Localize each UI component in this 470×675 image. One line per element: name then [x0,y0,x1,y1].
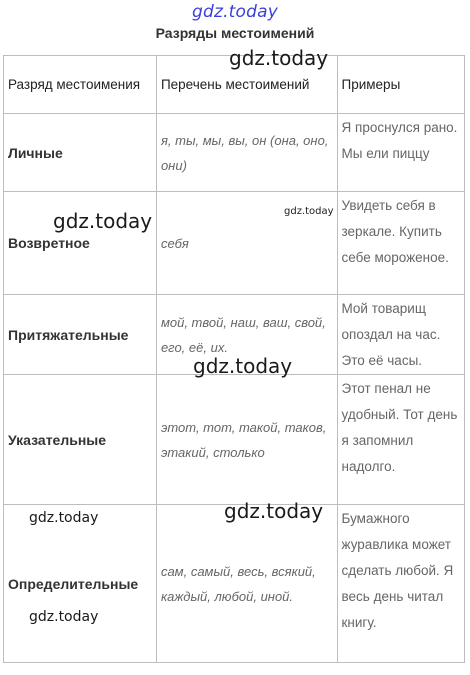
pronouns-cell: мой, твой, наш, ваш, свой, его, её, их. [156,295,337,375]
watermark: gdz.today [193,354,293,378]
category-cell: Указательные [4,375,157,505]
examples-cell: Мой товарищ опоздал на час. Это её часы. [337,295,464,375]
examples-cell: Этот пенал не удобный. Тот день я запомнил надолго. [337,375,464,505]
header-pronouns: Перечень местоимений [156,56,337,114]
page-title: Разряды местоимений [155,25,315,41]
category-cell: Возвретное [4,192,157,295]
watermark: gdz.today [29,510,99,526]
table-row [4,505,465,663]
header-category: Разряд местоимения [4,56,157,114]
table-header-row [4,56,465,114]
examples-cell: Бумажного журавлика может сделать любой. Я весь день читал книгу. [337,505,464,663]
watermark: gdz.today [229,46,329,70]
table-row [4,192,465,295]
watermark: gdz.today [284,206,334,217]
category-cell: Притяжательные [4,295,157,375]
pronouns-cell: я, ты, мы, вы, он (она, оно, они) [156,114,337,192]
watermark: gdz.today [29,609,99,625]
site-logo[interactable]: gdz.today [191,2,279,22]
table-row [4,375,465,505]
pronouns-cell: сам, самый, весь, всякий, каждый, любой, иной. [156,505,337,663]
table-row [4,295,465,375]
examples-cell: Я проснулся рано. Мы ели пиццу [337,114,464,192]
table-row [4,114,465,192]
watermark: gdz.today [224,499,324,523]
pronoun-table [3,55,465,663]
pronouns-cell: себя [156,192,337,295]
watermark: gdz.today [53,209,153,233]
category-cell: Определительные [4,505,157,663]
category-cell: Личные [4,114,157,192]
examples-cell: Увидеть себя в зеркале. Купить себе мороженое. [337,192,464,295]
header-examples: Примеры [337,56,464,114]
pronouns-cell: этот, тот, такой, таков, этакий, столько [156,375,337,505]
